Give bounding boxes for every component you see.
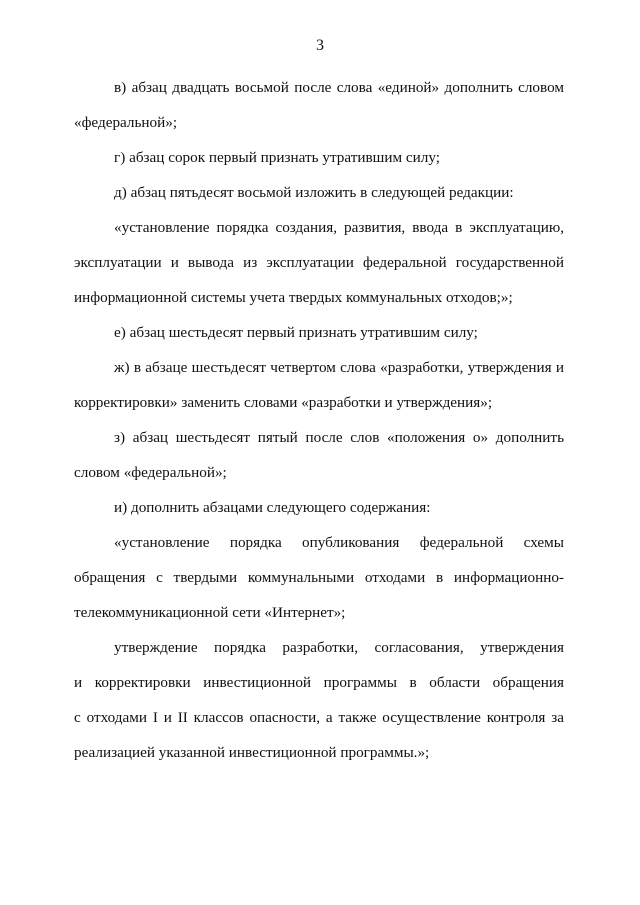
text-line: утверждение порядка разработки, согласования, утверждения <box>114 639 564 656</box>
text-line: е) абзац шестьдесят первый признать утратившим силу; <box>114 324 478 341</box>
document-body <box>74 70 564 770</box>
text-line: «установление порядка опубликования федеральной схемы <box>114 534 564 551</box>
text-line: реализацией указанной инвестиционной программы.»; <box>74 744 430 761</box>
text-line: и корректировки инвестиционной программы в области обращения <box>74 674 564 691</box>
text-line: обращения с твердыми коммунальными отходами в информационно- <box>74 569 564 586</box>
text-line: «установление порядка создания, развития, ввода в эксплуатацию, <box>114 219 564 236</box>
text-line: г) абзац сорок первый признать утратившим силу; <box>114 149 440 166</box>
text-line: з) абзац шестьдесят пятый после слов «положения о» дополнить <box>114 429 564 446</box>
text-line: корректировки» заменить словами «разработки и утверждения»; <box>74 394 493 411</box>
text-line: словом «федеральной»; <box>74 464 227 481</box>
text-line: информационной системы учета твердых коммунальных отходов;»; <box>74 289 513 306</box>
text-line: в) абзац двадцать восьмой после слова «единой» дополнить словом <box>114 79 564 96</box>
text-line: с отходами I и II классов опасности, а также осуществление контроля за <box>74 709 564 726</box>
text-line: ж) в абзаце шестьдесят четвертом слова «разработки, утверждения и <box>114 359 564 376</box>
page-number: 3 <box>316 37 324 54</box>
text-line: эксплуатации и вывода из эксплуатации федеральной государственной <box>74 254 564 271</box>
text-line: «федеральной»; <box>74 114 178 131</box>
text-line: телекоммуникационной сети «Интернет»; <box>74 604 346 621</box>
text-line: и) дополнить абзацами следующего содержания: <box>114 499 431 516</box>
text-line: д) абзац пятьдесят восьмой изложить в следующей редакции: <box>114 184 514 201</box>
